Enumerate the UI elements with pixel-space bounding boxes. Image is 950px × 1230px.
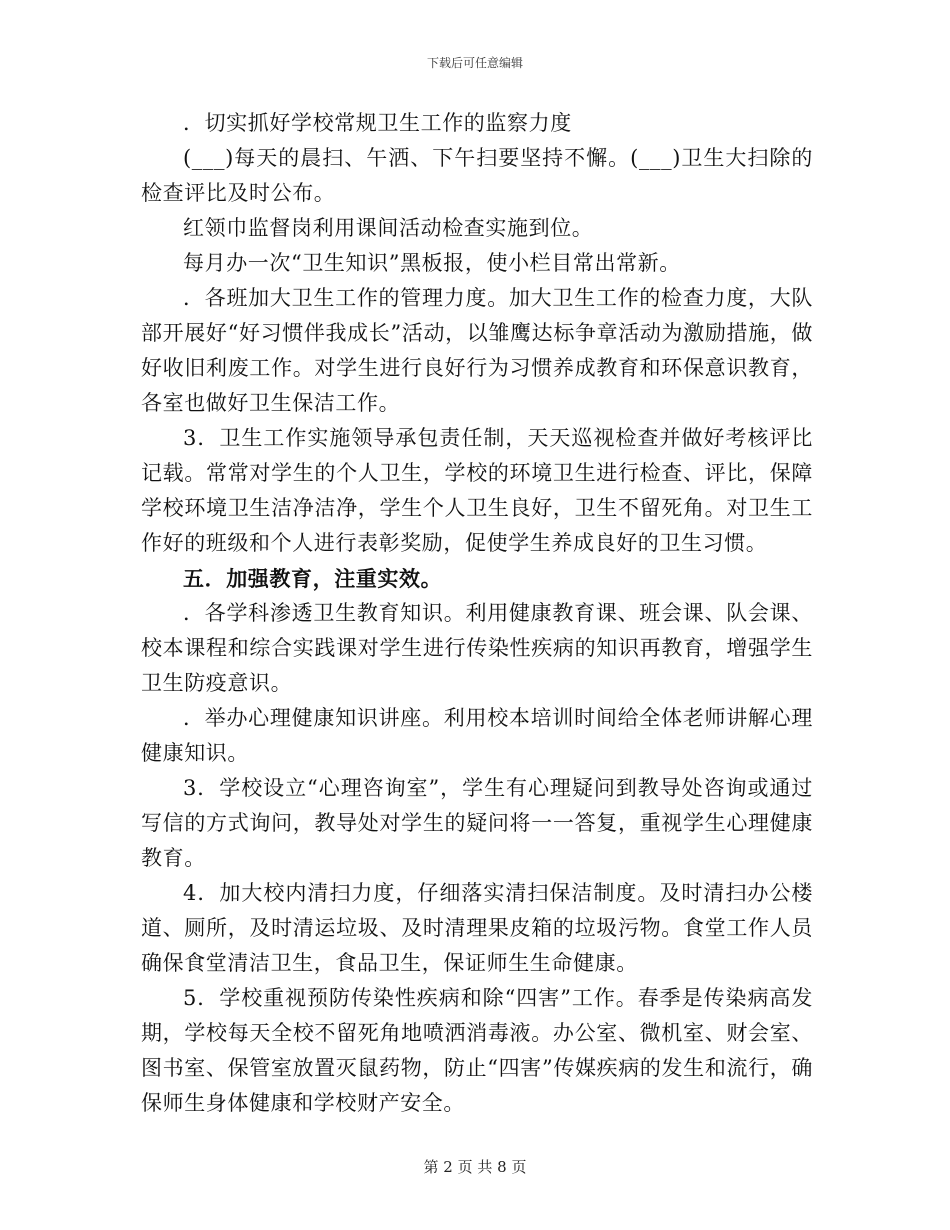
- paragraph: 3．学校设立“心理咨询室”，学生有心理疑问到教导处咨询或通过写信的方式询问，教导处对学生的疑问将一一答复，重视学生心理健康教育。: [141, 776, 813, 870]
- paragraph: 每月办一次“卫生知识”黑板报，使小栏目常出常新。: [183, 251, 681, 275]
- paragraph: 5．学校重视预防传染性疾病和除“四害”工作。春季是传染病高发期，学校每天全校不留死角地喷洒消毒液。办公室、微机室、财会室、图书室、保管室放置灭鼠药物，防止“四害”传媒疾病的发生和流行，确保师生身体健康和学校财产安全。: [141, 986, 813, 1115]
- section-heading: 五．加强教育，注重实效。: [183, 566, 443, 591]
- paragraph: ．各班加大卫生工作的管理力度。加大卫生工作的检查力度，大队部开展好“好习惯伴我成长”活动，以雏鹰达标争章活动为激励措施，做好收旧利废工作。对学生进行良好行为习惯养成教育和环保意识教育，各室也做好卫生保洁工作。: [141, 286, 813, 415]
- paragraph: 4．加大校内清扫力度，仔细落实清扫保洁制度。及时清扫办公楼道、厕所，及时清运垃圾、及时清理果皮箱的垃圾污物。食堂工作人员确保食堂清洁卫生，食品卫生，保证师生生命健康。: [141, 881, 813, 975]
- paragraph: 3．卫生工作实施领导承包责任制，天天巡视检查并做好考核评比记载。常常对学生的个人卫生，学校的环境卫生进行检查、评比，保障学校环境卫生洁净洁净，学生个人卫生良好，卫生不留死角。对卫生工作好的班级和个人进行表彰奖励，促使学生养成良好的卫生习惯。: [141, 426, 813, 555]
- paragraph: (___)每天的晨扫、午洒、下午扫要坚持不懈。(___)卫生大扫除的检查评比及时公布。: [141, 146, 813, 205]
- paragraph: ．举办心理健康知识讲座。利用校本培训时间给全体老师讲解心理健康知识。: [141, 706, 813, 765]
- page-footer: 第 2 页 共 8 页: [423, 1158, 527, 1176]
- page-header: 下载后可任意编辑: [426, 56, 523, 70]
- document-body: [141, 106, 813, 1121]
- paragraph: ．各学科渗透卫生教育知识。利用健康教育课、班会课、队会课、校本课程和综合实践课对学生进行传染性疾病的知识再教育，增强学生卫生防疫意识。: [141, 601, 813, 695]
- paragraph: ．切实抓好学校常规卫生工作的监察力度: [183, 111, 572, 135]
- paragraph: 红领巾监督岗利用课间活动检查实施到位。: [183, 216, 594, 240]
